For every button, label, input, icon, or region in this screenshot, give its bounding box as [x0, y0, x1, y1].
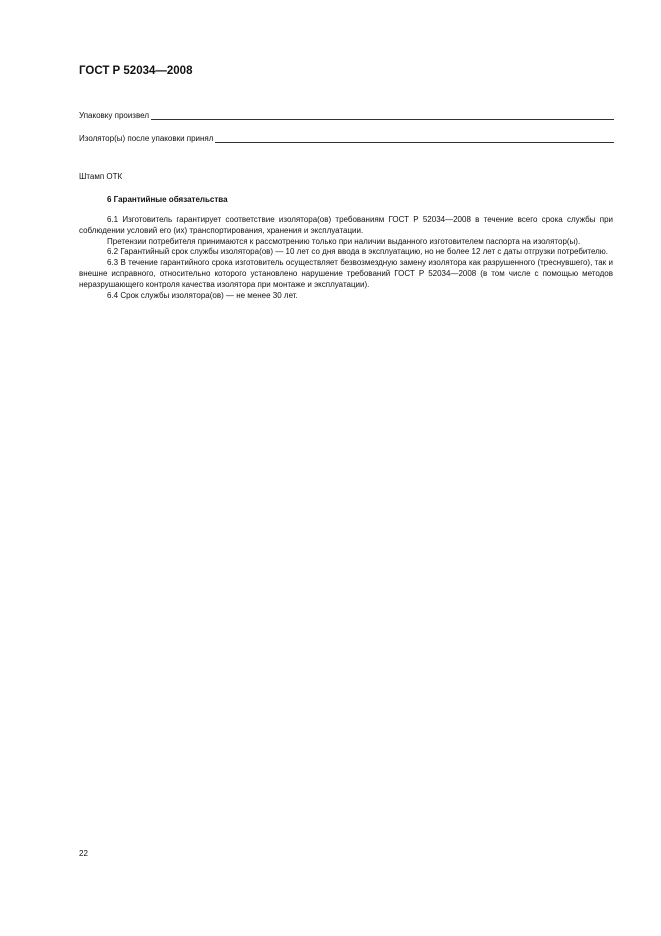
signature-blank — [151, 111, 614, 120]
paragraph: 6.3 В течение гарантийного срока изготовитель осуществляет безвозмездную замену изолятора как разрушенного (треснувшего), так и внешне исправного, относительно которого установлено нарушение требований ГОСТ Р 52034—2008 (в том числе с помощью методов неразрушающего контроля качества изолятора при монтаже и эксплуатации). — [79, 258, 613, 289]
signature-label: Упаковку произвел — [79, 111, 149, 120]
signature-line-packed-by — [79, 111, 614, 120]
document-header: ГОСТ Р 52034—2008 — [79, 65, 193, 77]
signature-line-accepted-by — [79, 134, 614, 143]
qc-stamp-label: Штамп ОТК — [79, 172, 123, 181]
section-body — [79, 215, 613, 301]
signature-blank — [215, 134, 614, 143]
page-number: 22 — [79, 849, 88, 858]
paragraph: 6.1 Изготовитель гарантирует соответствие изолятора(ов) требованиям ГОСТ Р 52034—2008 в течение всего срока службы при соблюдении условий его (их) транспортирования, хранения и эксплуатации. — [79, 215, 613, 235]
paragraph: Претензии потребителя принимаются к рассмотрению только при наличии выданного изготовителем паспорта на изолятор(ы). — [107, 236, 581, 246]
paragraph: 6.2 Гарантийный срок службы изолятора(ов) — 10 лет со дня ввода в эксплуатацию, но не более 12 лет с даты отгрузки потребителю. — [107, 247, 609, 257]
signature-label: Изолятор(ы) после упаковки принял — [79, 134, 214, 143]
paragraph: 6.4 Срок службы изолятора(ов) — не менее 30 лет. — [107, 290, 298, 300]
section-title: 6 Гарантийные обязательства — [107, 195, 228, 204]
